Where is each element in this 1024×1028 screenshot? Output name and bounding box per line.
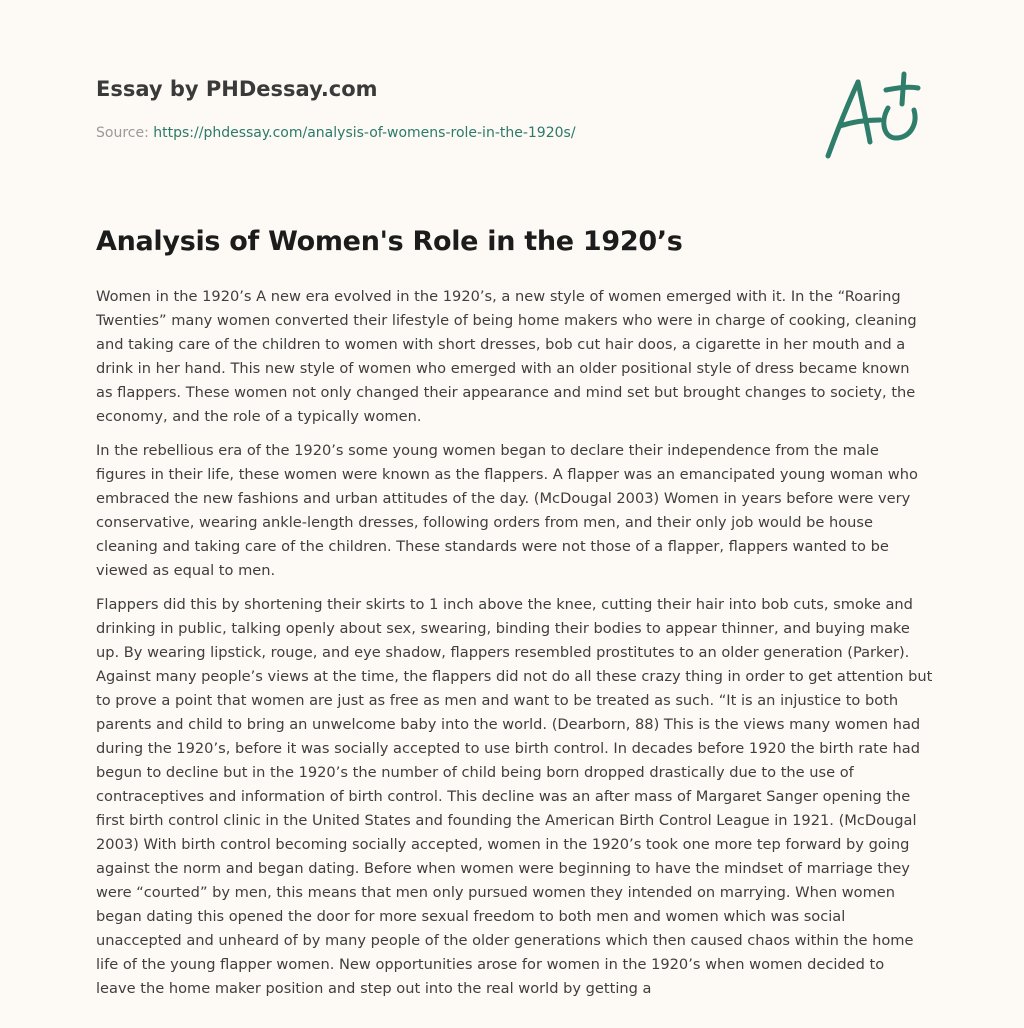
paragraph — [96, 593, 934, 1001]
text-line: Twenties” many women converted their lifestyle of being home makers who were in charge of cooking, cleaning — [96, 312, 917, 329]
text-line: Against many people’s views at the time, the flappers did not do all these crazy thing in order to get attention but — [96, 668, 933, 685]
essay-body — [96, 285, 934, 1011]
paragraph — [96, 285, 934, 429]
text-line: and taking care of the children to women with short dresses, bob cut hair doos, a cigarette in her mouth and a — [96, 336, 906, 353]
text-line: first birth control clinic in the United States and founding the American Birth Control League in 1921. (McDougal — [96, 812, 917, 829]
source-line — [96, 125, 576, 141]
source-label: Source: — [96, 125, 154, 141]
text-line: were “courted” by men, this means that men only pursued women they intended on marrying. When women — [96, 884, 896, 901]
text-line: drink in her hand. This new style of women who emerged with an older positional style of dress became known — [96, 360, 910, 377]
text-line: parents and child to bring an unwelcome baby into the world. (Dearborn, 88) This is the views many women had — [96, 716, 921, 733]
text-line: up. By wearing lipstick, rouge, and eye shadow, flappers resembled prostitutes to an older generation (Parker). — [96, 644, 910, 661]
paragraph — [96, 439, 934, 583]
text-line: In the rebellious era of the 1920’s some young women began to declare their independence from the male — [96, 442, 879, 459]
text-line: viewed as equal to men. — [96, 562, 276, 579]
text-line: begun to decline but in the 1920’s the number of child being born dropped drastically due to the use of — [96, 764, 854, 781]
text-line: 2003) With birth control becoming socially accepted, women in the 1920’s took one more tep forward by going — [96, 836, 910, 853]
text-line: drinking in public, talking openly about sex, swearing, binding their bodies to appear thinner, and buying make — [96, 620, 910, 637]
text-line: contraceptives and information of birth control. This decline was an after mass of Margaret Sanger opening the — [96, 788, 911, 805]
text-line: life of the young flapper women. New opportunities arose for women in the 1920’s when women decided to — [96, 956, 885, 973]
text-line: economy, and the role of a typically women. — [96, 408, 422, 425]
text-line: to prove a point that women are just as free as men and want to be treated as such. “It is an injustice to both — [96, 692, 899, 709]
text-line: against the norm and began dating. Before when women were beginning to have the mindset of marriage they — [96, 860, 910, 877]
text-line: Flappers did this by shortening their skirts to 1 inch above the knee, cutting their hair into bob cuts, smoke and — [96, 596, 913, 613]
text-line: began dating this opened the door for more sexual freedom to both men and women which was social — [96, 908, 846, 925]
text-line: unaccepted and unheard of by many people of the older generations which then caused chaos within the home — [96, 932, 914, 949]
source-link[interactable]: https://phdessay.com/analysis-of-womens-role-in-the-1920s/ — [153, 125, 576, 141]
text-line: conservative, wearing ankle-length dresses, following orders from men, and their only job would be house — [96, 514, 874, 531]
text-line: embraced the new fashions and urban attitudes of the day. (McDougal 2003) Women in years before were very — [96, 490, 911, 507]
text-line: figures in their life, these women were known as the flappers. A flapper was an emancipated young woman who — [96, 466, 918, 483]
essay-title: Analysis of Women's Role in the 1920’s — [96, 226, 683, 257]
site-brand: Essay by PHDessay.com — [96, 77, 378, 101]
text-line: Women in the 1920’s A new era evolved in the 1920’s, a new style of women emerged with it. In the “Roaring — [96, 288, 901, 305]
text-line: during the 1920’s, before it was socially accepted to use birth control. In decades before 1920 the birth rate had — [96, 740, 920, 757]
text-line: cleaning and taking care of the children. These standards were not those of a flapper, flappers wanted to be — [96, 538, 889, 555]
text-line: leave the home maker position and step out into the real world by getting a — [96, 980, 652, 997]
text-line: as flappers. These women not only changed their appearance and mind set but brought changes to society, the — [96, 384, 916, 401]
a-plus-logo — [822, 68, 928, 164]
